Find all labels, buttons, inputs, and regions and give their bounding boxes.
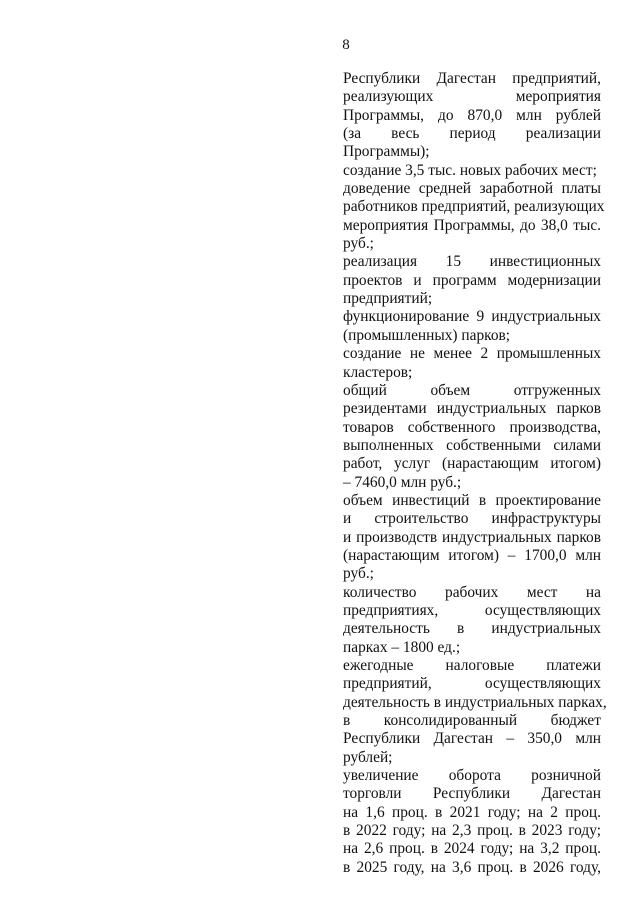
paragraph xyxy=(343,70,601,162)
text-line: создание не менее 2 промышленных xyxy=(343,345,601,363)
text-line: руб.; xyxy=(343,235,374,253)
text-line: на 2,6 проц. в 2024 году; на 3,2 проц. xyxy=(343,840,601,858)
text-line: торговли Республики Дагестан xyxy=(343,785,601,803)
text-line: количество рабочих мест на xyxy=(343,583,601,601)
text-line: Программы, до 870,0 млн рублей xyxy=(343,106,601,124)
text-line: рублей; xyxy=(343,748,393,766)
text-line: кластеров; xyxy=(343,363,413,381)
text-line: Программы); xyxy=(343,143,430,161)
text-line: и строительство инфраструктуры xyxy=(343,510,601,528)
text-line: (нарастающим итогом) – 1700,0 млн xyxy=(343,546,601,564)
paragraph xyxy=(343,657,607,767)
text-line: в 2025 году, на 3,6 проц. в 2026 году, xyxy=(343,858,601,876)
text-line: реализация 15 инвестиционных xyxy=(343,253,601,271)
page-number: 8 xyxy=(342,37,350,53)
text-line: создание 3,5 тыс. новых рабочих мест; xyxy=(343,161,597,179)
text-line: предприятий, осуществляющих xyxy=(343,675,601,693)
text-line: в 2022 году; на 2,3 проц. в 2023 году; xyxy=(343,822,601,840)
text-line: резидентами индустриальных парков xyxy=(343,400,601,418)
text-line: деятельность в индустриальных парках, xyxy=(343,693,607,711)
text-line: предприятиях, осуществляющих xyxy=(343,601,601,619)
text-line: работников предприятий, реализующих xyxy=(343,198,605,216)
text-line: функционирование 9 индустриальных xyxy=(343,308,601,326)
text-line: мероприятия Программы, до 38,0 тыс. xyxy=(343,216,601,234)
text-line: увеличение оборота розничной xyxy=(343,767,601,785)
text-line: Республики Дагестан – 350,0 млн xyxy=(343,730,601,748)
text-column xyxy=(343,70,607,877)
text-line: деятельность в индустриальных xyxy=(343,620,601,638)
text-line: проектов и программ модернизации xyxy=(343,271,601,289)
paragraph xyxy=(343,345,601,382)
paragraph xyxy=(343,253,601,308)
text-line: общий объем отгруженных xyxy=(343,381,601,399)
text-line: предприятий; xyxy=(343,290,433,308)
text-line: ежегодные налоговые платежи xyxy=(343,657,601,674)
text-line: (за весь период реализации xyxy=(343,125,601,143)
text-line: на 1,6 проц. в 2021 году; на 2 проц. xyxy=(343,803,601,821)
text-line: парках – 1800 ед.; xyxy=(343,638,461,656)
text-line: руб.; xyxy=(343,565,374,583)
text-line: в консолидированный бюджет xyxy=(343,712,601,730)
text-line: Республики Дагестан предприятий, xyxy=(343,70,601,87)
text-line: доведение средней заработной платы xyxy=(343,180,601,198)
text-line: (промышленных) парков; xyxy=(343,326,511,344)
text-line: и производств индустриальных парков xyxy=(343,528,601,546)
paragraph xyxy=(343,308,601,345)
paragraph xyxy=(343,492,601,584)
text-line: реализующих мероприятия xyxy=(343,88,601,106)
paragraph xyxy=(343,180,605,253)
text-line: объем инвестиций в проектирование xyxy=(343,491,601,509)
paragraph xyxy=(343,382,601,492)
paragraph xyxy=(343,162,601,180)
paragraph xyxy=(343,584,601,657)
text-line: работ, услуг (нарастающим итогом) xyxy=(343,455,601,473)
text-line: товаров собственного производства, xyxy=(343,418,601,436)
text-line: – 7460,0 млн руб.; xyxy=(343,473,462,491)
paragraph xyxy=(343,767,601,877)
text-line: выполненных собственными силами xyxy=(343,436,601,454)
